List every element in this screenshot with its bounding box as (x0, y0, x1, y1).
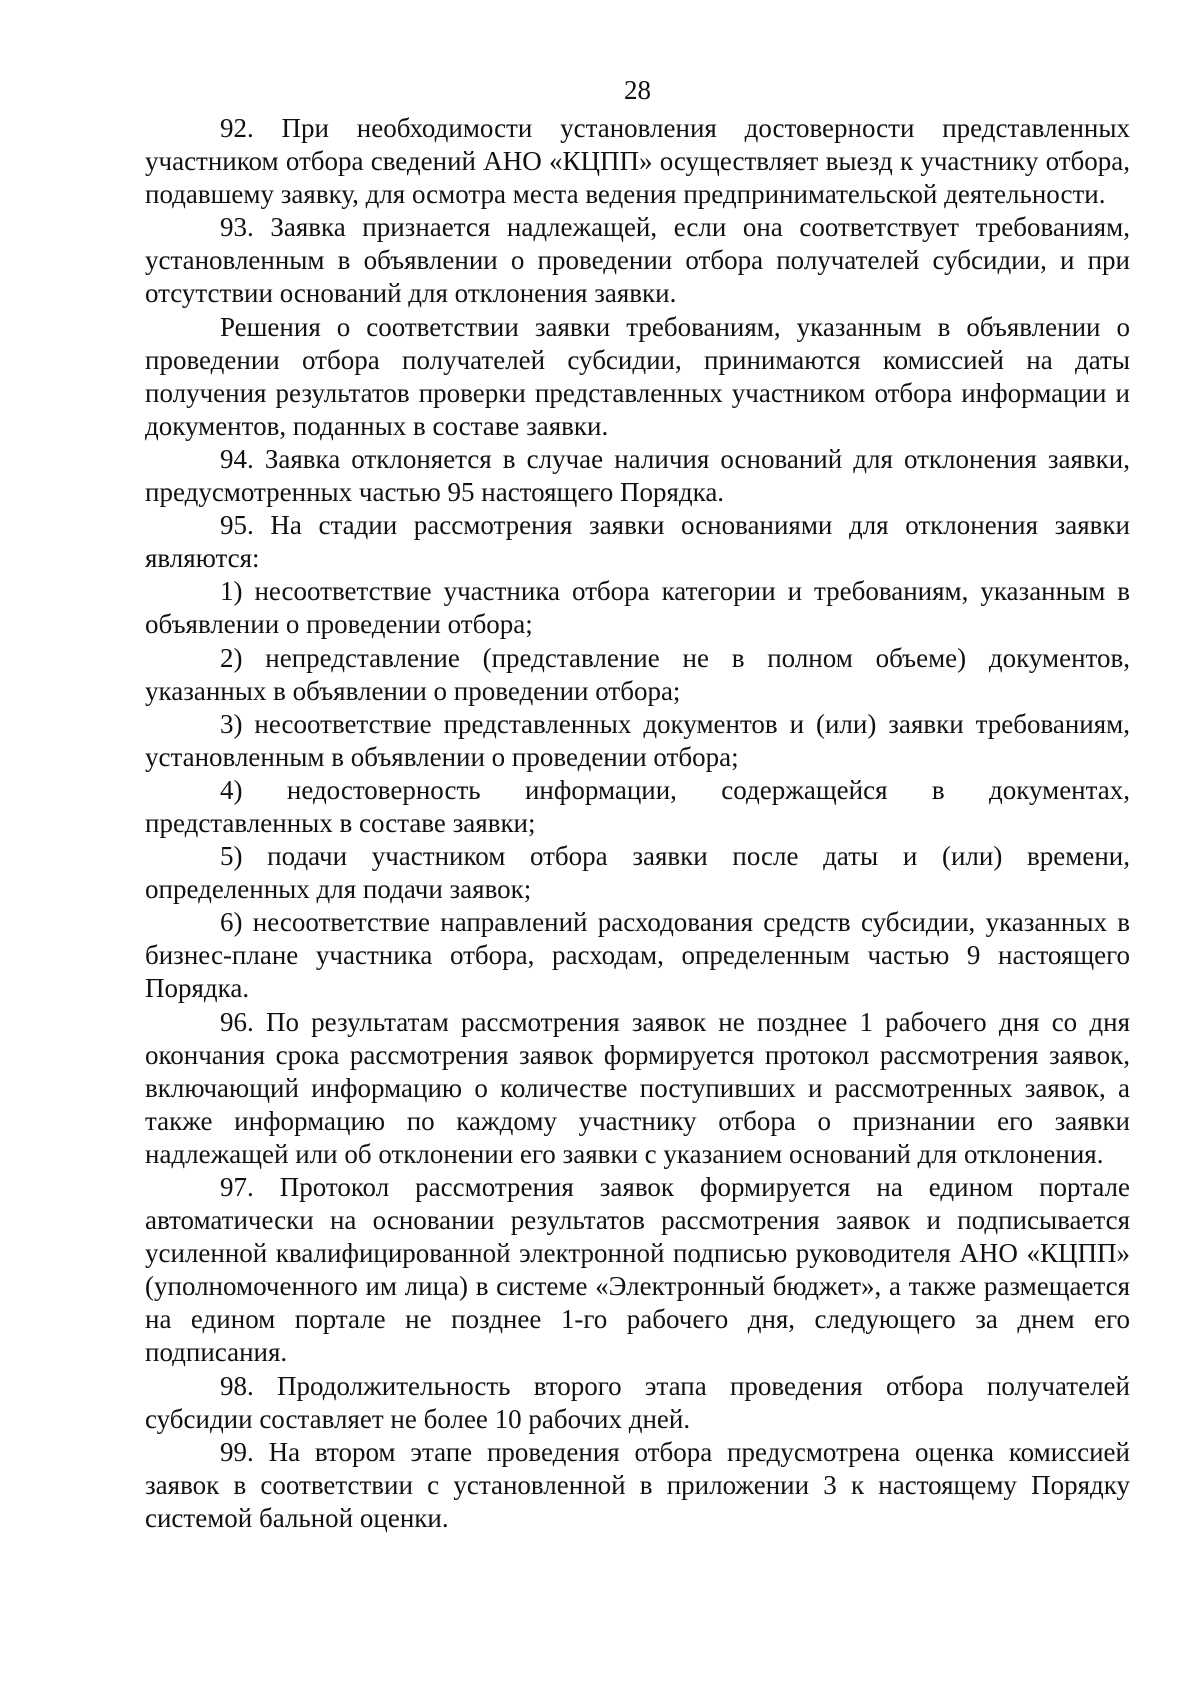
paragraph-93: 93. Заявка признается надлежащей, если она соответствует требованиям, установленным в объявлении о проведении отбора получателей субсидии, и при отсутствии оснований для отклонения заявки. (145, 212, 1130, 309)
paragraph-97: 97. Протокол рассмотрения заявок формируется на едином портале автоматически на основании результатов рассмотрения заявок и подписывается усиленной квалифицированной электронной подписью руководителя АНО «КЦПП» (уполномоченного им лица) в системе «Электронный бюджет», а также размещается на едином портале не позднее 1-го рабочего дня, следующего за днем его подписания. (145, 1172, 1130, 1368)
list-item-2: 2) непредставление (представление не в полном объеме) документов, указанных в объявлении о проведении отбора; (145, 642, 1130, 706)
list-item-1: 1) несоответствие участника отбора категории и требованиям, указанным в объявлении о проведении отбора; (145, 576, 1130, 640)
paragraph-94: 94. Заявка отклоняется в случае наличия оснований для отклонения заявки, предусмотренных частью 95 настоящего Порядка. (145, 443, 1130, 508)
paragraph-98: 98. Продолжительность второго этапа проведения отбора получателей субсидии составляет не более 10 рабочих дней. (145, 1370, 1130, 1434)
list-item-6: 6) несоответствие направлений расходования средств субсидии, указанных в бизнес-плане участника отбора, расходам, определенным частью 9 настоящего Порядка. (145, 907, 1130, 1004)
page-number: 28 (624, 75, 651, 105)
list-item-5: 5) подачи участником отбора заявки после даты и (или) времени, определенных для подачи заявок; (145, 841, 1130, 905)
paragraph-93-decisions: Решения о соответствии заявки требованиям, указанным в объявлении о проведении отбора получателей субсидии, принимаются комиссией на даты получения результатов проверки представленных участником отбора информации и документов, поданных в составе заявки. (145, 311, 1130, 441)
list-item-3: 3) несоответствие представленных документов и (или) заявки требованиям, установленным в объявлении о проведении отбора; (145, 708, 1130, 772)
paragraph-96: 96. По результатам рассмотрения заявок не позднее 1 рабочего дня со дня окончания срока рассмотрения заявок формируется протокол рассмотрения заявок, включающий информацию о количестве поступивших и рассмотренных заявок, а также информацию по каждому участнику отбора о признании его заявки надлежащей или об отклонении его заявки с указанием оснований для отклонения. (145, 1006, 1130, 1169)
paragraph-99: 99. На втором этапе проведения отбора предусмотрена оценка комиссией заявок в соответствии с установленной в приложении 3 к настоящему Порядку системой бальной оценки. (145, 1436, 1130, 1533)
document-page (145, 72, 1130, 1535)
paragraph-95: 95. На стадии рассмотрения заявки основаниями для отклонения заявки являются: (145, 510, 1130, 574)
list-item-4: 4) недостоверность информации, содержащейся в документах, представленных в составе заявки; (145, 774, 1130, 838)
paragraph-92: 92. При необходимости установления достоверности представленных участником отбора сведений АНО «КЦПП» осуществляет выезд к участнику отбора, подавшему заявку, для осмотра места ведения предпринимательской деятельности. (145, 113, 1130, 210)
